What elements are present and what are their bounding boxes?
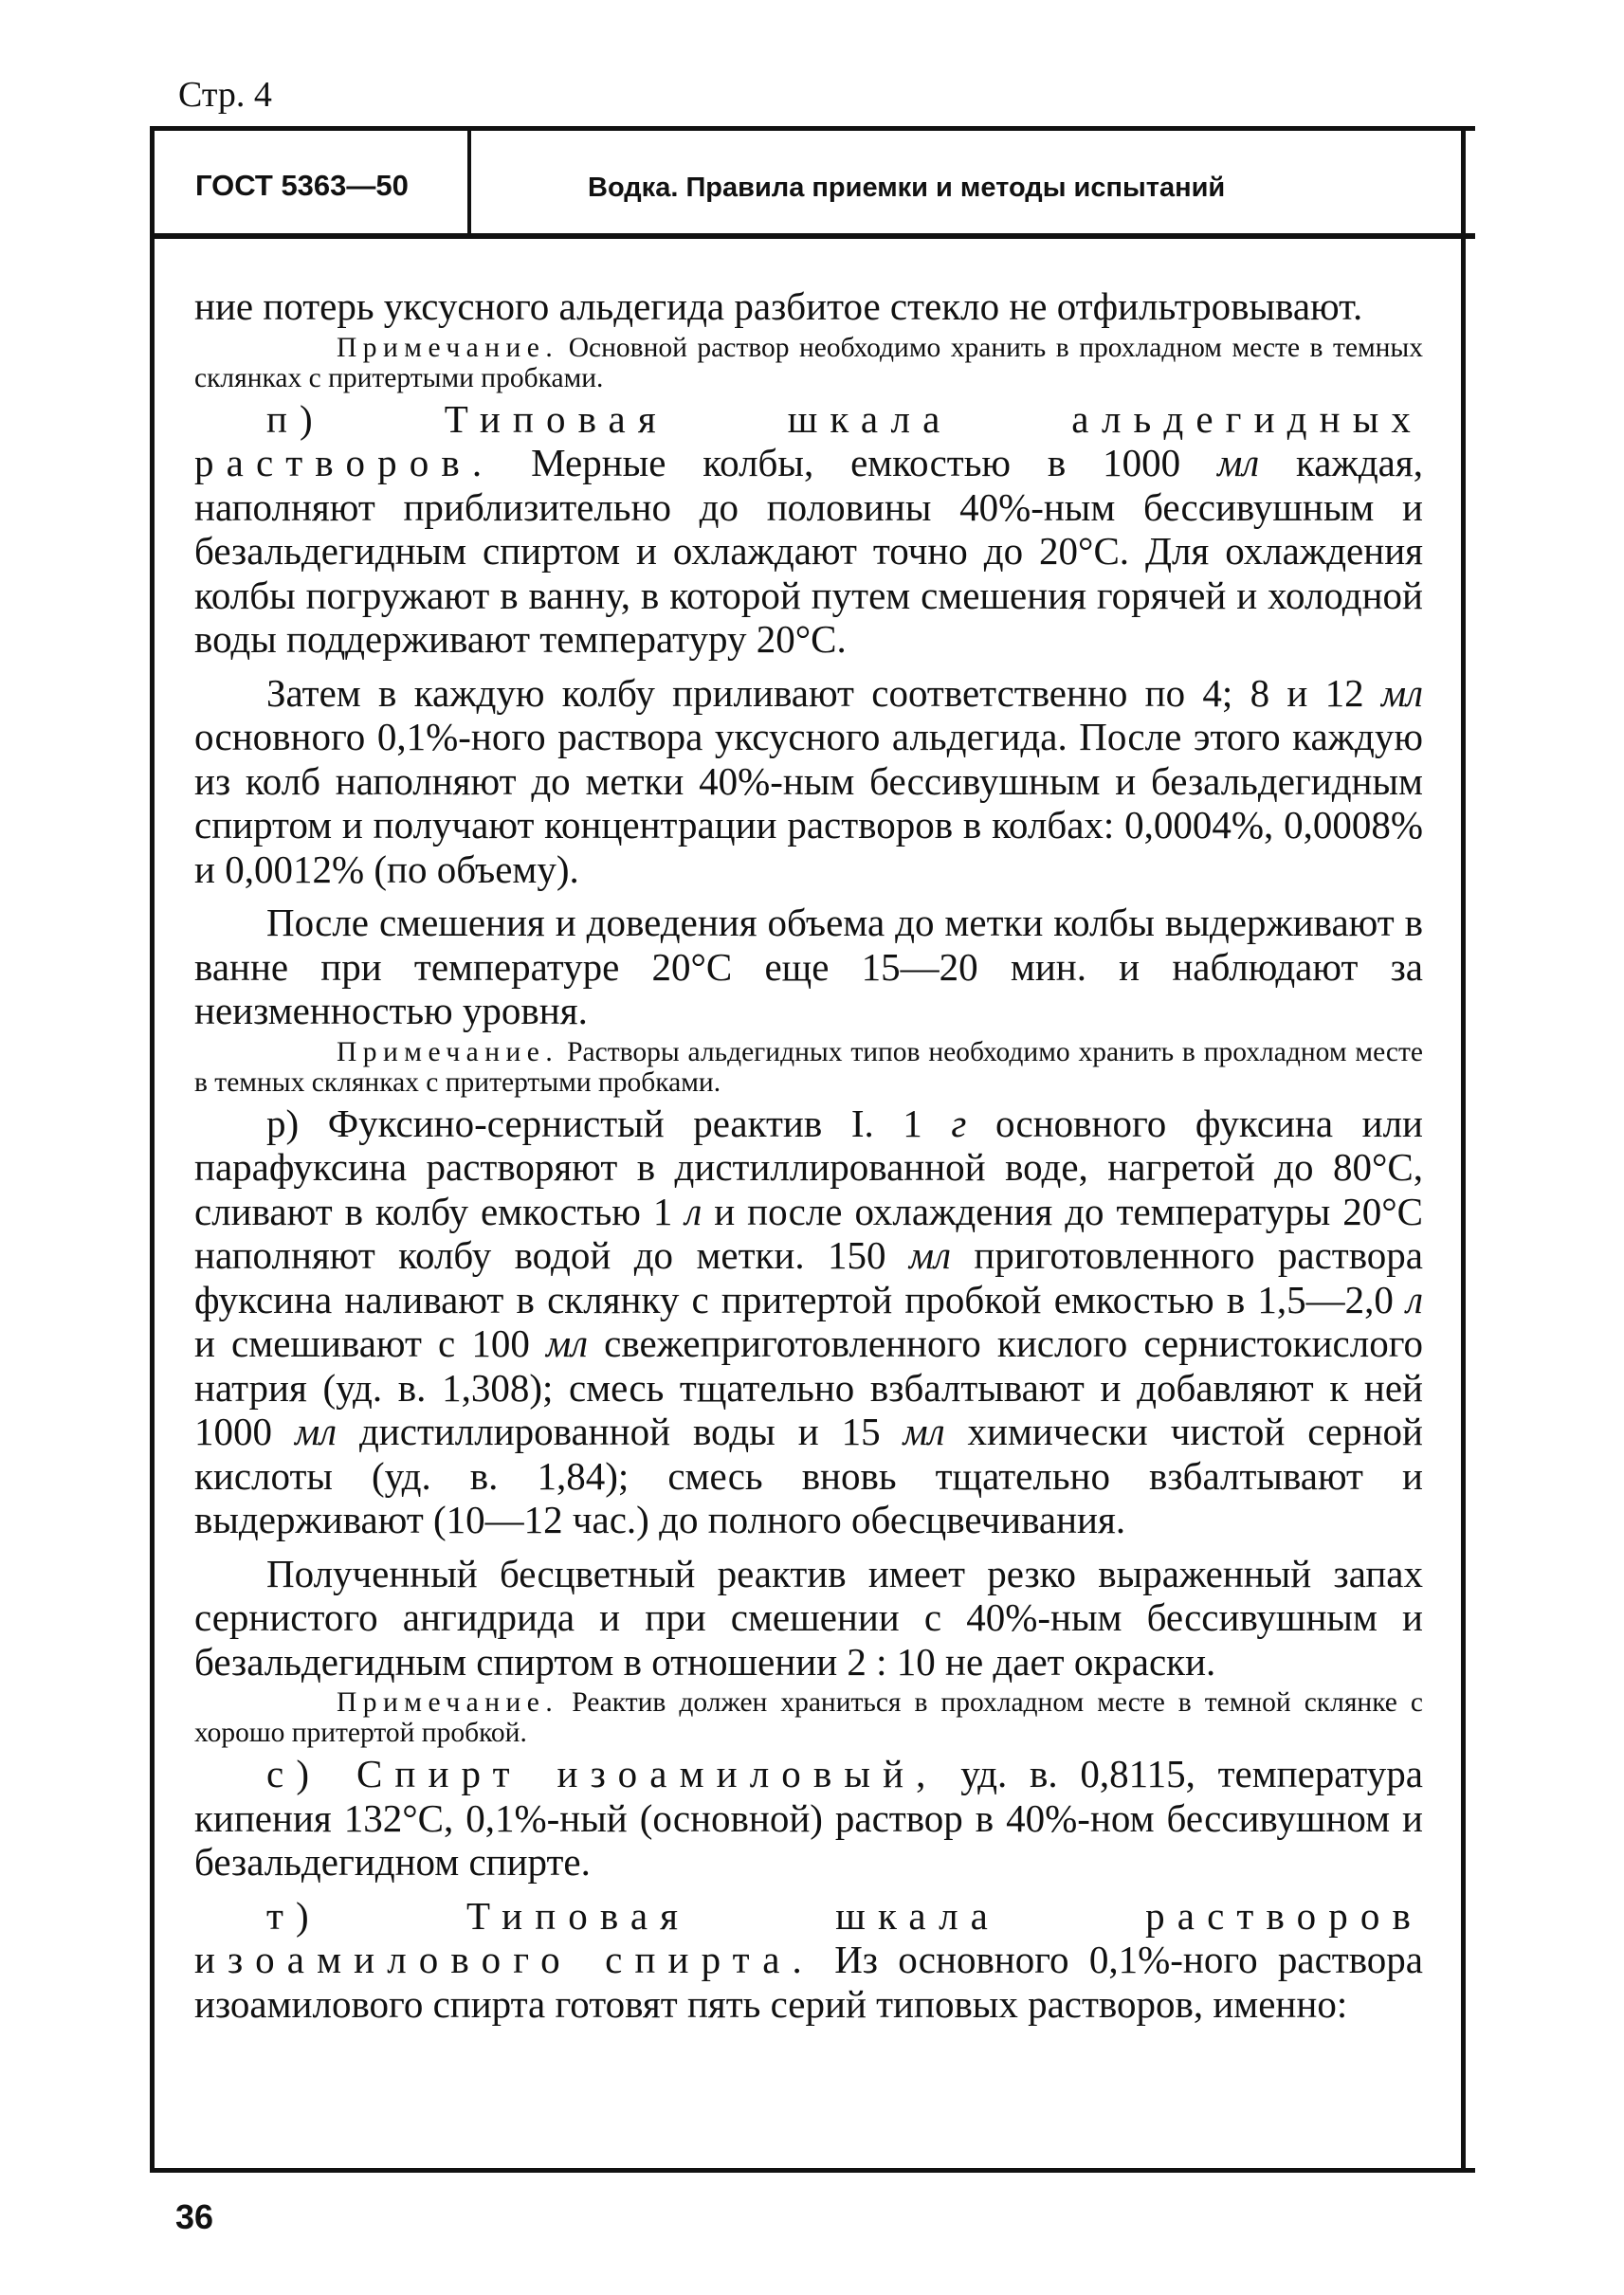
- section-heading: т) Типовая шкала растворов изоамилового спирта.: [194, 1893, 1423, 1981]
- section-heading: с) Спирт изоамиловый,: [266, 1752, 939, 1795]
- note: Примечание. Растворы альдегидных типов необходимо хранить в прохладном месте в темных склянках с притертыми пробками.: [194, 1036, 1423, 1098]
- paragraph: ние потерь уксусного альдегида разбитое стекло не отфильтровывают.: [194, 284, 1363, 328]
- note: Примечание. Реактив должен храниться в прохладном месте в темной склянке с хорошо притертой пробкой.: [194, 1687, 1423, 1748]
- standard-number: ГОСТ 5363—50: [195, 169, 409, 202]
- page-number: 36: [175, 2197, 214, 2236]
- paragraph: Полученный бесцветный реактив имеет резко выраженный запах сернистого ангидрида и при смешении с 40%-ным бессивушным и безальдегидным спиртом в отношении 2 : 10 не дает окраски.: [194, 1551, 1423, 1684]
- paragraph: После смешения и доведения объема до метки колбы выдерживают в ванне при температуре 20°С еще 15—20 мин. и наблюдают за неизменностью уровня.: [194, 901, 1423, 1032]
- page-label: Стр. 4: [178, 75, 272, 115]
- frame-bottom-rule: [150, 2168, 1475, 2173]
- note-label: Примечание.: [337, 1687, 559, 1718]
- paragraph-section-r: р) Фуксино-сернистый реактив I. 1 г основного фуксина или парафуксина растворяют в дистиллированной воде, нагретой до 80°С, сливают в колбу емкостью 1 л и после охлаждения до температуры 20°С наполняют колбу водой до метки. 150 мл приготовленного раствора фуксина наливают в склянку с притертой пробкой емкостью в 1,5—2,0 л и смешивают с 100 мл свежеприготовленного кислого сернистокислого натрия (уд. в. 1,308); смесь тщательно взбалтывают и добавляют к ней 1000 мл дистиллированной воды и 15 мл химически чистой серной кислоты (уд. в. 1,84); смесь вновь тщательно взбалтывают и выдерживают (10—12 час.) до полного обесцвечивания.: [194, 1101, 1424, 1541]
- header-divider: [467, 126, 471, 236]
- note-label: Примечание.: [337, 1036, 559, 1067]
- paragraph-section-t: т) Типовая шкала растворов изоамилового спирта. Из основного 0,1%-ного раствора изоамилового спирта готовят пять серий типовых растворов, именно:: [194, 1893, 1423, 2026]
- document-body: [194, 284, 1423, 2026]
- paragraph-section-p: п) Типовая шкала альдегидных растворов. Мерные колбы, емкостью в 1000 мл каждая, наполняют приблизительно до половины 40%-ным бессивушным и безальдегидным спиртом и охлаждают точно до 20°С. Для охлаждения колбы погружают в ванну, в которой путем смешения горячей и холодной воды поддерживают температуру 20°С.: [194, 396, 1423, 661]
- paragraph-section-s: с) Спирт изоамиловый, уд. в. 0,8115, температура кипения 132°С, 0,1%-ный (основной) раствор в 40%-ном бессивушном и безальдегидном спирте.: [194, 1752, 1423, 1884]
- section-heading: п) Типовая шкала альдегидных растворов.: [194, 396, 1423, 484]
- paragraph: Затем в каждую колбу приливают соответственно по 4; 8 и 12 мл основного 0,1%-ного раствора уксусного альдегида. После этого каждую из колб наполняют до метки 40%-ным бессивушным и безальдегидным спиртом и получают концентрации растворов в колбах: 0,0004%, 0,0008% и 0,0012% (по объему).: [194, 670, 1423, 891]
- document-title: Водка. Правила приемки и методы испытаний: [588, 173, 1226, 203]
- note-label: Примечание.: [337, 332, 559, 363]
- header-rule: [150, 233, 1475, 239]
- frame-top-rule: [150, 126, 1475, 131]
- note: Примечание. Основной раствор необходимо хранить в прохладном месте в темных склянках с притертыми пробками.: [194, 332, 1423, 393]
